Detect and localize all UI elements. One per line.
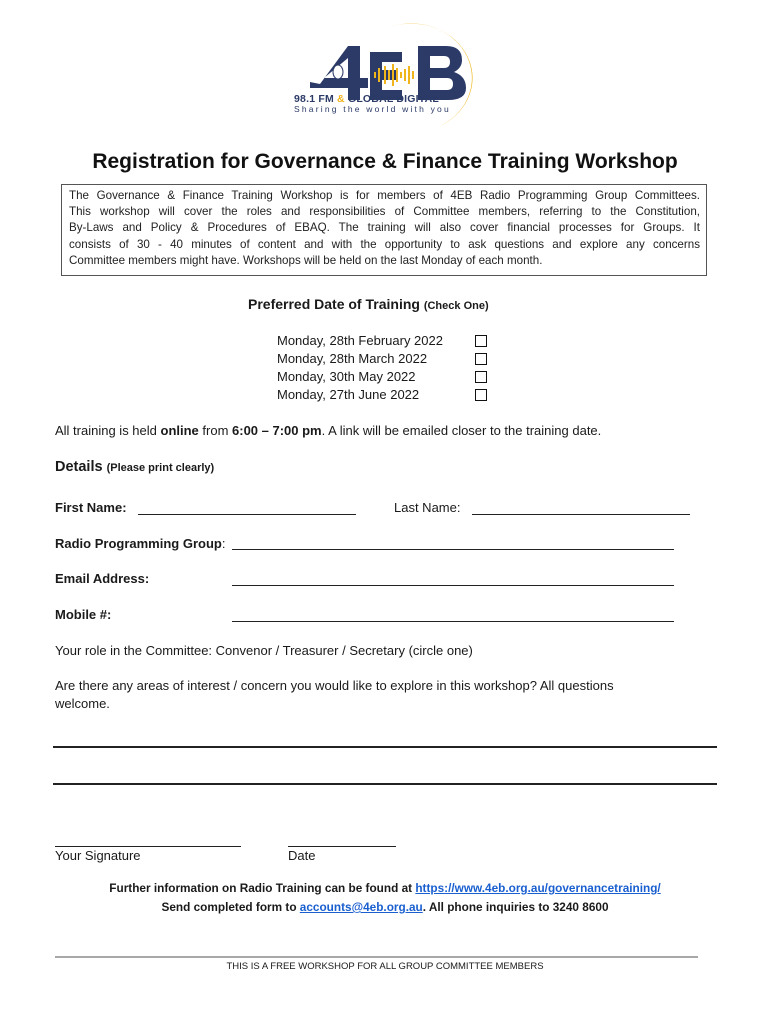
intro-line: consists of 30 - 40 minutes of content and with the opportunity to ask questions and explore any concerns xyxy=(69,237,700,251)
signature-label: Your Signature xyxy=(55,848,141,863)
answer-line[interactable] xyxy=(53,783,717,785)
first-name-field[interactable] xyxy=(138,514,356,515)
group-field[interactable] xyxy=(232,549,674,550)
date-option-checkbox[interactable] xyxy=(475,389,487,401)
page-title: Registration for Governance & Finance Training Workshop xyxy=(92,150,678,173)
training-link[interactable]: https://www.4eb.org.au/governancetraining/ xyxy=(415,881,661,895)
send-form-line: Send completed form to accounts@4eb.org.au. All phone inquiries to 3240 8600 xyxy=(161,900,609,914)
interest-question: Are there any areas of interest / concern you would like to explore in this workshop? All questions xyxy=(55,678,614,693)
mobile-label: Mobile #: xyxy=(55,607,112,622)
intro-line: By-Laws and Policy & Procedures of EBAQ. The training will also cover financial processes for Groups. It xyxy=(69,221,700,235)
interest-question-cont: welcome. xyxy=(55,696,110,711)
role-line: Your role in the Committee: Convenor / Treasurer / Secretary (circle one) xyxy=(55,643,473,658)
divider xyxy=(55,956,698,958)
mobile-field[interactable] xyxy=(232,621,674,622)
date-option-checkbox[interactable] xyxy=(475,371,487,383)
last-name-label: Last Name: xyxy=(394,500,461,515)
last-name-field[interactable] xyxy=(472,514,690,515)
footer-info xyxy=(0,879,770,917)
group-label: Radio Programming Group: xyxy=(55,536,226,551)
email-field[interactable] xyxy=(232,585,674,586)
free-workshop-note: THIS IS A FREE WORKSHOP FOR ALL GROUP COMMITTEE MEMBERS xyxy=(226,961,544,972)
date-label: Date xyxy=(288,848,316,863)
first-name-label: First Name: xyxy=(55,500,127,515)
online-note: All training is held online from 6:00 – 7:00 pm. A link will be emailed closer to the training date. xyxy=(55,423,602,438)
date-option-checkbox[interactable] xyxy=(475,335,487,347)
date-option-checkbox[interactable] xyxy=(475,353,487,365)
logo-slogan: Sharing the world with you xyxy=(294,104,451,114)
training-info-line: Further information on Radio Training can be found at https://www.4eb.org.au/governancetraining/ xyxy=(109,881,661,895)
answer-line[interactable] xyxy=(53,746,717,748)
intro-box xyxy=(61,184,707,276)
logo-graphic xyxy=(290,22,480,134)
date-option-label: Monday, 27th June 2022 xyxy=(277,387,420,402)
logo-tagline: 98.1 FM & GLOBAL DIGITAL xyxy=(294,93,440,105)
email-link[interactable]: accounts@4eb.org.au xyxy=(299,900,423,914)
intro-line: This workshop will cover the roles and responsibilities of Committee members, referring to the Constitution, xyxy=(69,205,700,219)
date-field[interactable] xyxy=(288,846,396,847)
date-option-label: Monday, 28th February 2022 xyxy=(277,333,443,348)
intro-line: Committee members might have. Workshops will be held on the last Monday of each month. xyxy=(69,253,543,267)
intro-line: The Governance & Finance Training Workshop is for members of 4EB Radio Programming Group Committees. xyxy=(69,189,700,202)
station-logo xyxy=(290,22,480,134)
email-label: Email Address: xyxy=(55,571,150,586)
details-heading: Details (Please print clearly) xyxy=(55,459,215,475)
signature-field[interactable] xyxy=(55,846,241,847)
preferred-date-heading: Preferred Date of Training (Check One) xyxy=(248,296,489,312)
date-option-label: Monday, 30th May 2022 xyxy=(277,369,416,384)
date-option-label: Monday, 28th March 2022 xyxy=(277,351,428,366)
